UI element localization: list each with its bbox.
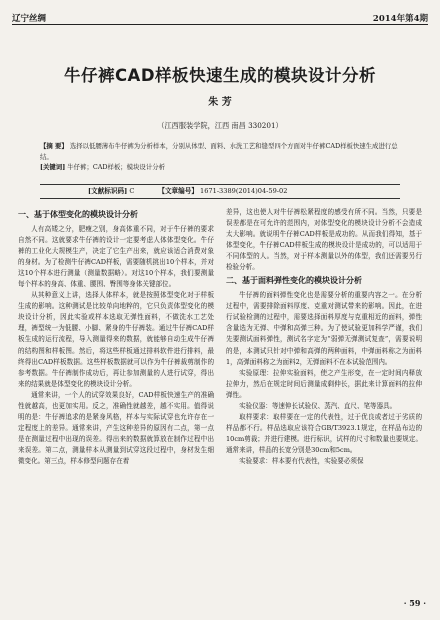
section-heading-1: 一、基于体型变化的模块设计分析 <box>18 210 138 219</box>
article-title: 牛仔裤CAD样板快速生成的模块设计分析 <box>63 66 377 85</box>
left-column <box>18 207 214 467</box>
paragraph: 实验原理：拉伸实验面料，使之产生形变，在一定时间内释放拉伸力，然后在规定时间后测量成剩伸长，据此来计算面料的拉伸弹性。 <box>226 368 422 399</box>
keywords-text: 牛仔裤；CAD样板；模块设计分析 <box>67 163 165 171</box>
clc-label: [文献标识码] <box>88 187 128 195</box>
clc-value: C <box>129 187 135 195</box>
section-heading-2: 二、基于面料弹性变化的模块设计分析 <box>226 276 362 286</box>
keywords-line <box>40 162 400 173</box>
author-affiliation: （江西服装学院，江西 南昌 330201） <box>157 121 283 130</box>
abstract-label: 【摘 要】 <box>40 142 68 150</box>
clc-field <box>88 185 134 198</box>
article-id-label: 【文章编号】 <box>158 187 198 195</box>
journal-name: 辽宁丝绸 <box>12 14 47 24</box>
abstract-block <box>40 141 400 173</box>
keywords-label: [关键词] <box>40 163 66 171</box>
paragraph: 取样要求：取样要在一定的代表性，过于优良或者过于劣质的样品都不行。样品选取应该符合GB/T3923.1规定，在样品布边的10cm剪裁；并进行建模。进行标识，试样的尺寸和数量也要规定。通常来讲，样品的长宽分别是30cm和5cm。 <box>226 412 422 454</box>
article-id-value: 1671-3389(2014)04-59-02 <box>200 187 288 195</box>
issue-label: 2014年第4期 <box>372 14 428 24</box>
paragraph: 人有高矮之分，肥瘦之别，身高体重不同，对于牛仔裤的要求自然不同。这就要求牛仔裤的设计一定要考虑人体体型变化。牛仔裤的工业化大规模生产，决定了它生产出来，就应该适合消费对象的身材。为了检测牛仔裤CAD样板，需要随机挑出10个样本，并对这10个样本进行测量（测量数据略）。对这10个样本，我们要测量每个样本的身高、体重、腰围、臀围等身体关键部位。 <box>18 225 214 289</box>
article-id-field <box>158 185 287 198</box>
abstract-text: 选择以低腰薄布牛仔裤为分析样本，分别从体型、面料、水洗工艺和缝型四个方面对牛仔裤CAD样板快速生成进行总结。 <box>40 142 398 161</box>
paragraph: 通常来讲，一个人的试穿效果良好，CAD样板快速生产的准确性就越高，也更加实用。反之，准确性就越差，越不实用。值得说明的是：牛仔裤追求的是紧身风格，样本与实际试穿也允许存在一定程度上的差异。通常来讲，产生这种差异的原因有二点，第一点是在测量过程中出现的误差。得出来的数据就算放在制作过程中出来误差。第二点，测量样本从测量到试穿这段过程中，身材发生细微变化。第三点，样本修型问题存在着 <box>18 390 214 465</box>
abstract-line <box>40 141 400 162</box>
page-number: · 59 · <box>403 598 426 608</box>
paragraph: 实验仪器：等速伸长试验仪、蒸汽、直尺、笔等器具。 <box>239 401 397 410</box>
running-header <box>12 6 428 25</box>
paragraph: 牛仔裤的面料弹性变化也是需要分析的重要内容之一。在分析过程中，需要排除面料厚度、克重对测试带来的影响。因此，在进行试验检测的过程中，需要选择面料厚度与克重相近的面料，弹性含量选为无弹、中弹和高弹三种。为了使试验更加科学严谨，我们先要测试面料弹性，测试名字定为“弱弹无弹测试复查”，需要说明的是，本测试只针对中弹和高弹的两种面料，中弹面料称之为面料1，高弹面料称之为面料2，无弹面料不在本试验范围内。 <box>226 291 422 366</box>
paragraph-continued: 差异，这也使人对牛仔裤松紧程度的感受有所不同。当然，只要是误差都是在可允许的范围内，对体型变化的模块设计分析不会造成太大影响。就说明牛仔裤CAD样板是成功的。从而我们得知，基于体型变化，牛仔裤CAD样板生成的模块设计是成功的，可以适用于不同体型的人。当然，对于样本测量以外的体型，我们还需要另行检验分析。 <box>226 208 422 272</box>
right-column <box>226 207 422 467</box>
article-identifiers <box>40 184 400 199</box>
author-name: 朱 芳 <box>208 97 232 108</box>
paragraph: 实验要求：样本要有代表性，实验要必须保 <box>239 456 364 465</box>
paragraph: 从其种意义上讲，选择人体样本，就是按照体型变化对于样板生成的影响。这种测试是比较单向地粹的，它只负责体型变化的模块设计分析，因此实验或样本选取无弹性面料，不做洗水工艺处理，裤型统一为低腰、小脚、紧身的牛仔裤装。通过牛仔裤CAD样板生成的运行流程，导入测量得来的数据，就能够自动生成牛仔裤的结构图和样板图。然后，将这些样板通过排料软件进行排料，最终得出CAD样板数据。这些样板数据就可以作为牛仔裤裁剪制作的参考数据。牛仔裤制作成功后，再让参加测量的人进行试穿，得出来的结果就是体型变化的模块设计分析。 <box>18 291 214 388</box>
